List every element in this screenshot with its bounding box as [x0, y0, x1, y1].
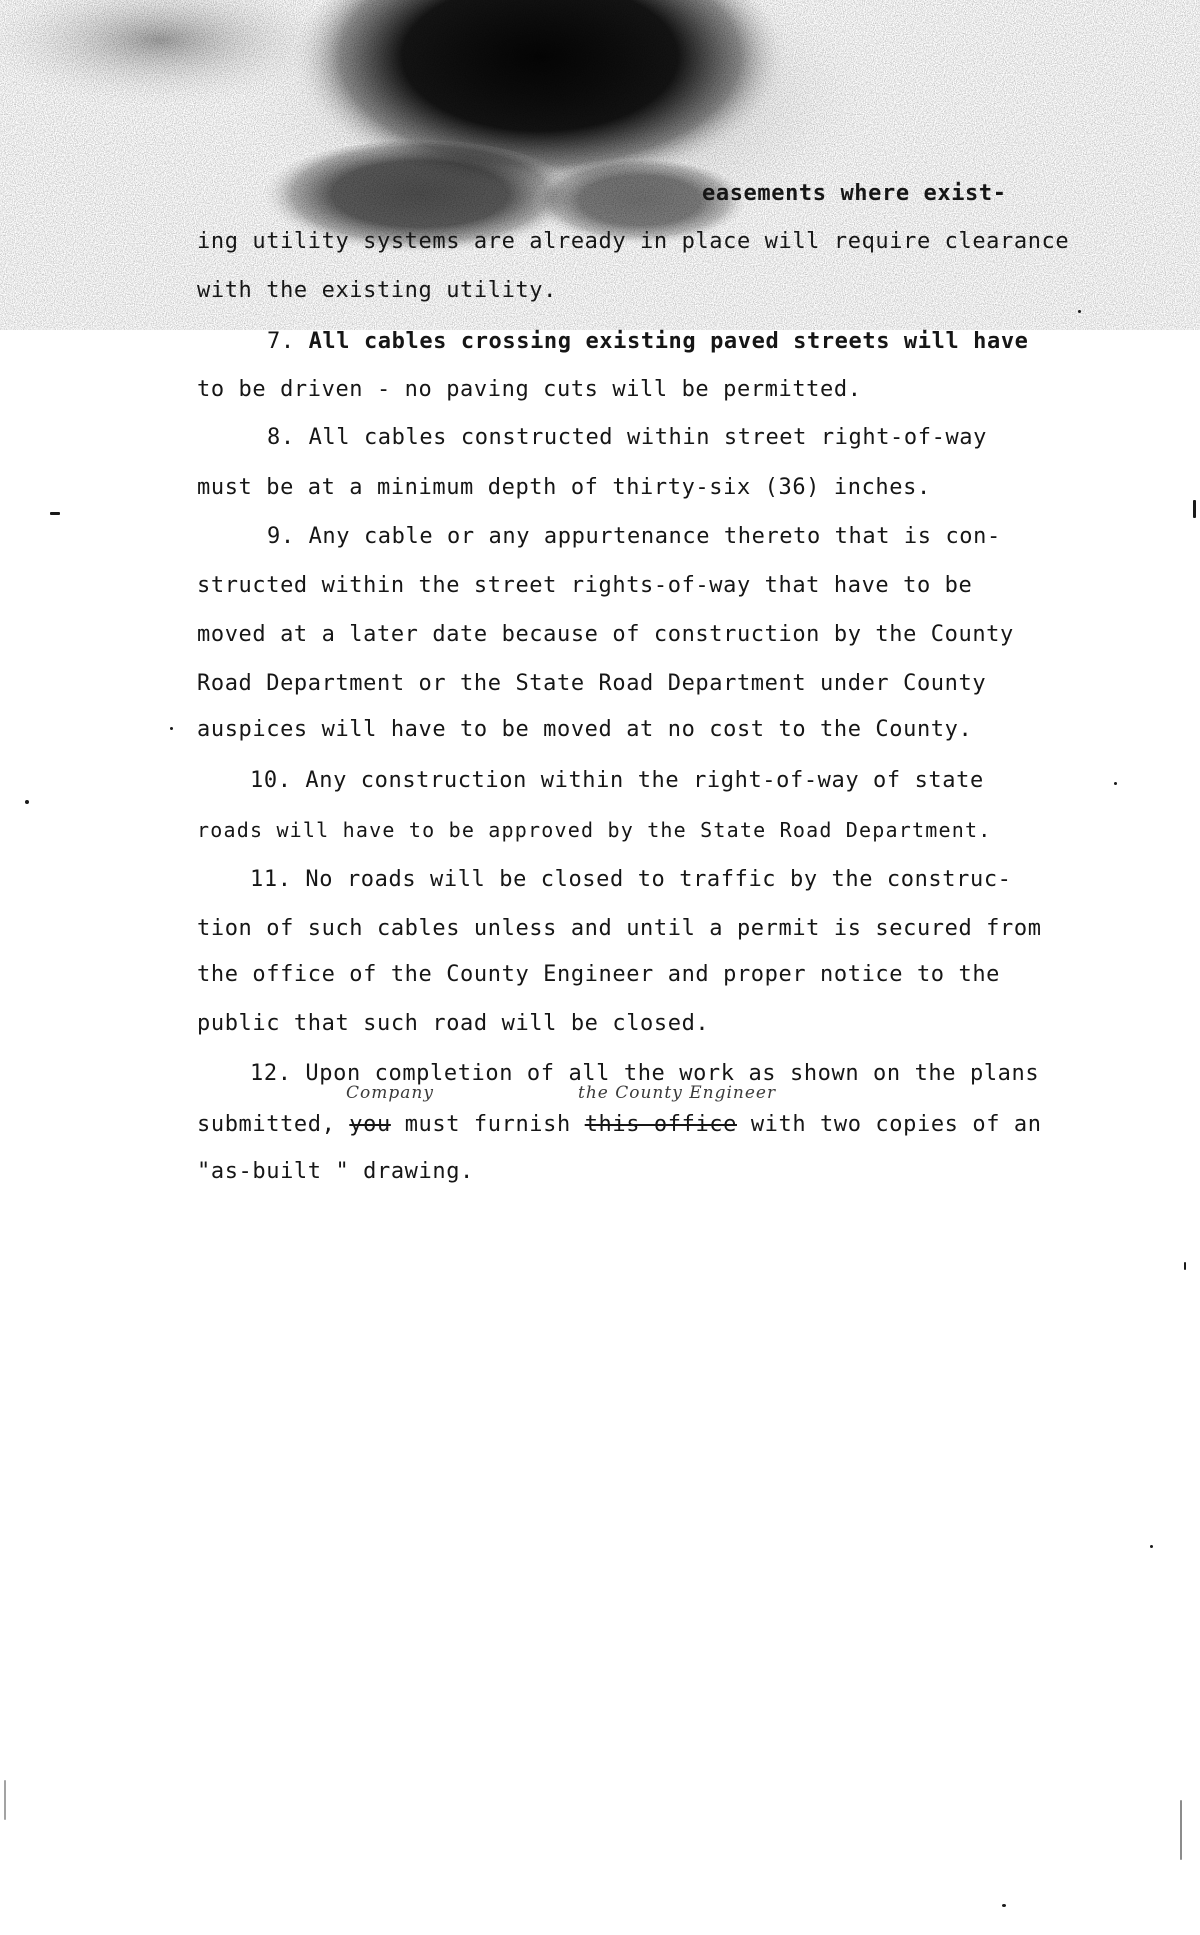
handwritten-company: Company: [346, 1083, 434, 1103]
para12-line2-mid: must furnish: [390, 1112, 585, 1137]
para6-line1: easements where exist-: [702, 181, 1007, 206]
stray-mark: [1002, 1904, 1006, 1907]
stray-mark: [1150, 1545, 1153, 1548]
stray-mark: [1193, 500, 1196, 518]
para12-number: 12.: [250, 1061, 292, 1086]
photocopy-smudge: [0, 0, 1200, 330]
para7-text: All cables crossing existing paved streets will have: [308, 329, 1029, 354]
stray-mark: [1180, 1800, 1182, 1860]
stray-mark: [1078, 310, 1081, 313]
handwritten-county-engineer: the County Engineer: [578, 1083, 777, 1103]
para8-line2: must be at a minimum depth of thirty-six (36) inches.: [197, 475, 931, 500]
para12-line2: [197, 1111, 1042, 1139]
para11-line1: [250, 866, 1012, 894]
para9-line2: structed within the street rights-of-way that have to be: [197, 573, 973, 598]
para7-line1: [267, 328, 1029, 356]
para10-line2: roads will have to be approved by the State Road Department.: [197, 818, 992, 842]
stray-mark: [170, 727, 173, 730]
para9-text: Any cable or any appurtenance thereto that is con-: [308, 524, 1001, 549]
para9-line3: moved at a later date because of construction by the County: [197, 622, 1014, 647]
para10-line1: [250, 767, 984, 795]
stray-mark: [1184, 1262, 1186, 1270]
para9-line4: Road Department or the State Road Department under County: [197, 671, 987, 696]
struck-you: you: [349, 1112, 391, 1137]
para12-line2-start: submitted,: [197, 1112, 350, 1137]
para11-line3: the office of the County Engineer and proper notice to the: [197, 962, 1001, 987]
para9-number: 9.: [267, 524, 295, 549]
para10-number: 10.: [250, 768, 292, 793]
para11-line2: tion of such cables unless and until a permit is secured from: [197, 916, 1042, 941]
stray-mark: [25, 800, 29, 804]
stray-mark: [4, 1780, 6, 1820]
para8-text: All cables constructed within street right-of-way: [308, 425, 987, 450]
para11-text: No roads will be closed to traffic by the construc-: [305, 867, 1012, 892]
para9-line5: auspices will have to be moved at no cost to the County.: [197, 717, 973, 742]
para8-number: 8.: [267, 425, 295, 450]
stray-mark: [1114, 782, 1117, 785]
para9-line1: [267, 523, 1001, 551]
struck-this-office: this office: [584, 1112, 737, 1137]
stray-mark: [50, 512, 60, 515]
para12-line2-end: with two copies of an: [736, 1112, 1042, 1137]
para7-number: 7.: [267, 329, 295, 354]
para12-line3: "as-built " drawing.: [197, 1159, 474, 1184]
para11-line4: public that such road will be closed.: [197, 1011, 710, 1036]
para12-text: Upon completion of all the work as shown on the plans: [305, 1061, 1040, 1086]
para11-number: 11.: [250, 867, 292, 892]
para6-line3: with the existing utility.: [197, 278, 557, 303]
para6-line2: ing utility systems are already in place will require clearance: [197, 229, 1070, 254]
para7-line2: to be driven - no paving cuts will be permitted.: [197, 377, 862, 402]
para8-line1: [267, 424, 987, 452]
para10-text: Any construction within the right-of-way of state: [305, 768, 984, 793]
